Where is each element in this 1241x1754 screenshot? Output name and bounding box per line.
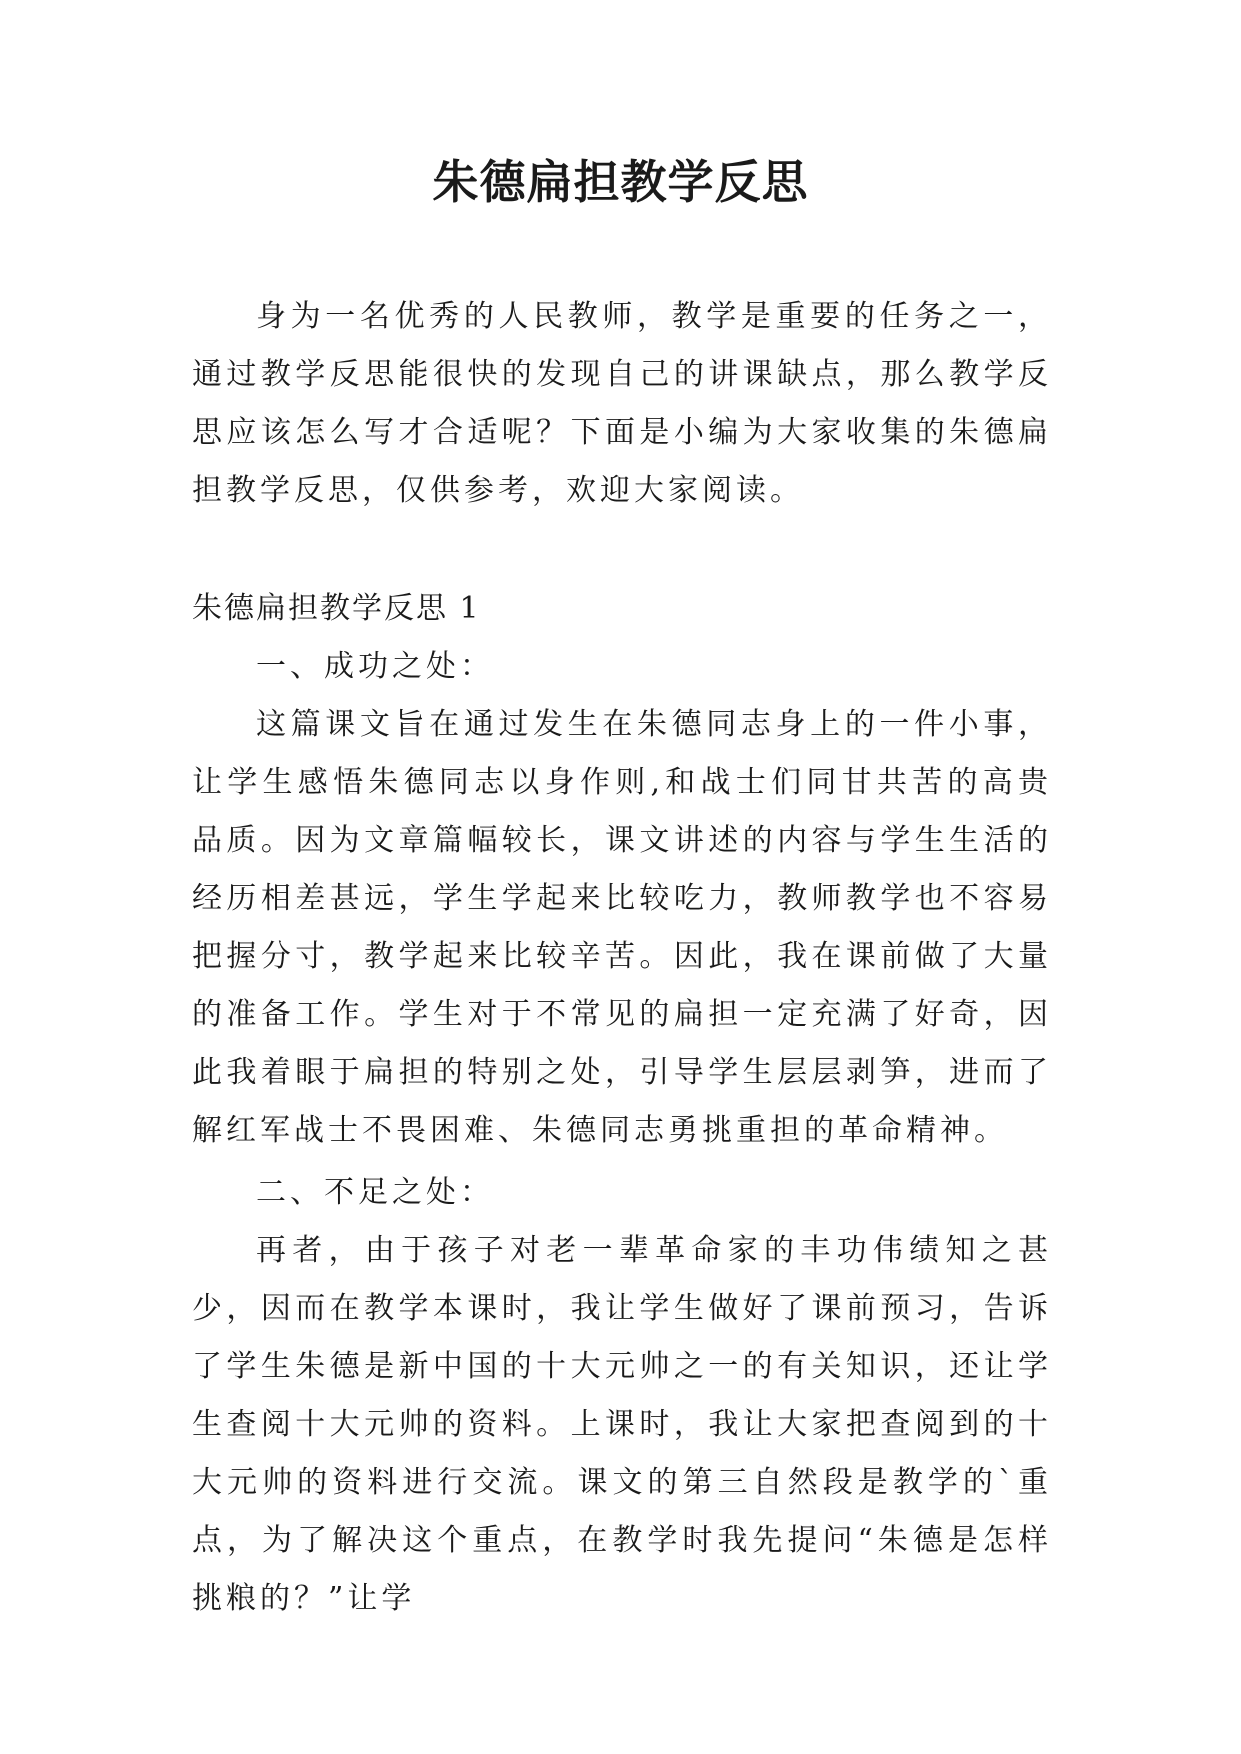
- paragraph-shortcomings: 再者，由于孩子对老一辈革命家的丰功伟绩知之甚少，因而在教学本课时，我让学生做好了课前预习，告诉了学生朱德是新中国的十大元帅之一的有关知识，还让学生查阅十大元帅的资料。上课时，我让大家把查阅到的十大元帅的资料进行交流。课文的第三自然段是教学的`重点，为了解决这个重点，在教学时我先提问“朱德是怎样挑粮的？”让学: [192, 1233, 1052, 1616]
- intro-paragraph: 身为一名优秀的人民教师，教学是重要的任务之一，通过教学反思能很快的发现自己的讲课缺点，那么教学反思应该怎么写才合适呢？下面是小编为大家收集的朱德扁担教学反思，仅供参考，欢迎大家阅读。: [192, 299, 1052, 508]
- subsection-heading-shortcomings: 二、不足之处：: [256, 1175, 494, 1210]
- document-title: 朱德扁担教学反思: [432, 155, 809, 209]
- paragraph-success: 这篇课文旨在通过发生在朱德同志身上的一件小事，让学生感悟朱德同志以身作则,和战士们同甘共苦的高贵品质。因为文章篇幅较长，课文讲述的内容与学生生活的经历相差甚远，学生学起来比较吃力，教师教学也不容易把握分寸，教学起来比较辛苦。因此，我在课前做了大量的准备工作。学生对于不常见的扁担一定充满了好奇，因此我着眼于扁担的特别之处，引导学生层层剥笋，进而了解红军战士不畏困难、朱德同志勇挑重担的革命精神。: [192, 707, 1052, 1148]
- section-heading: 朱德扁担教学反思 1: [192, 591, 481, 626]
- subsection-heading-success: 一、成功之处：: [256, 649, 494, 684]
